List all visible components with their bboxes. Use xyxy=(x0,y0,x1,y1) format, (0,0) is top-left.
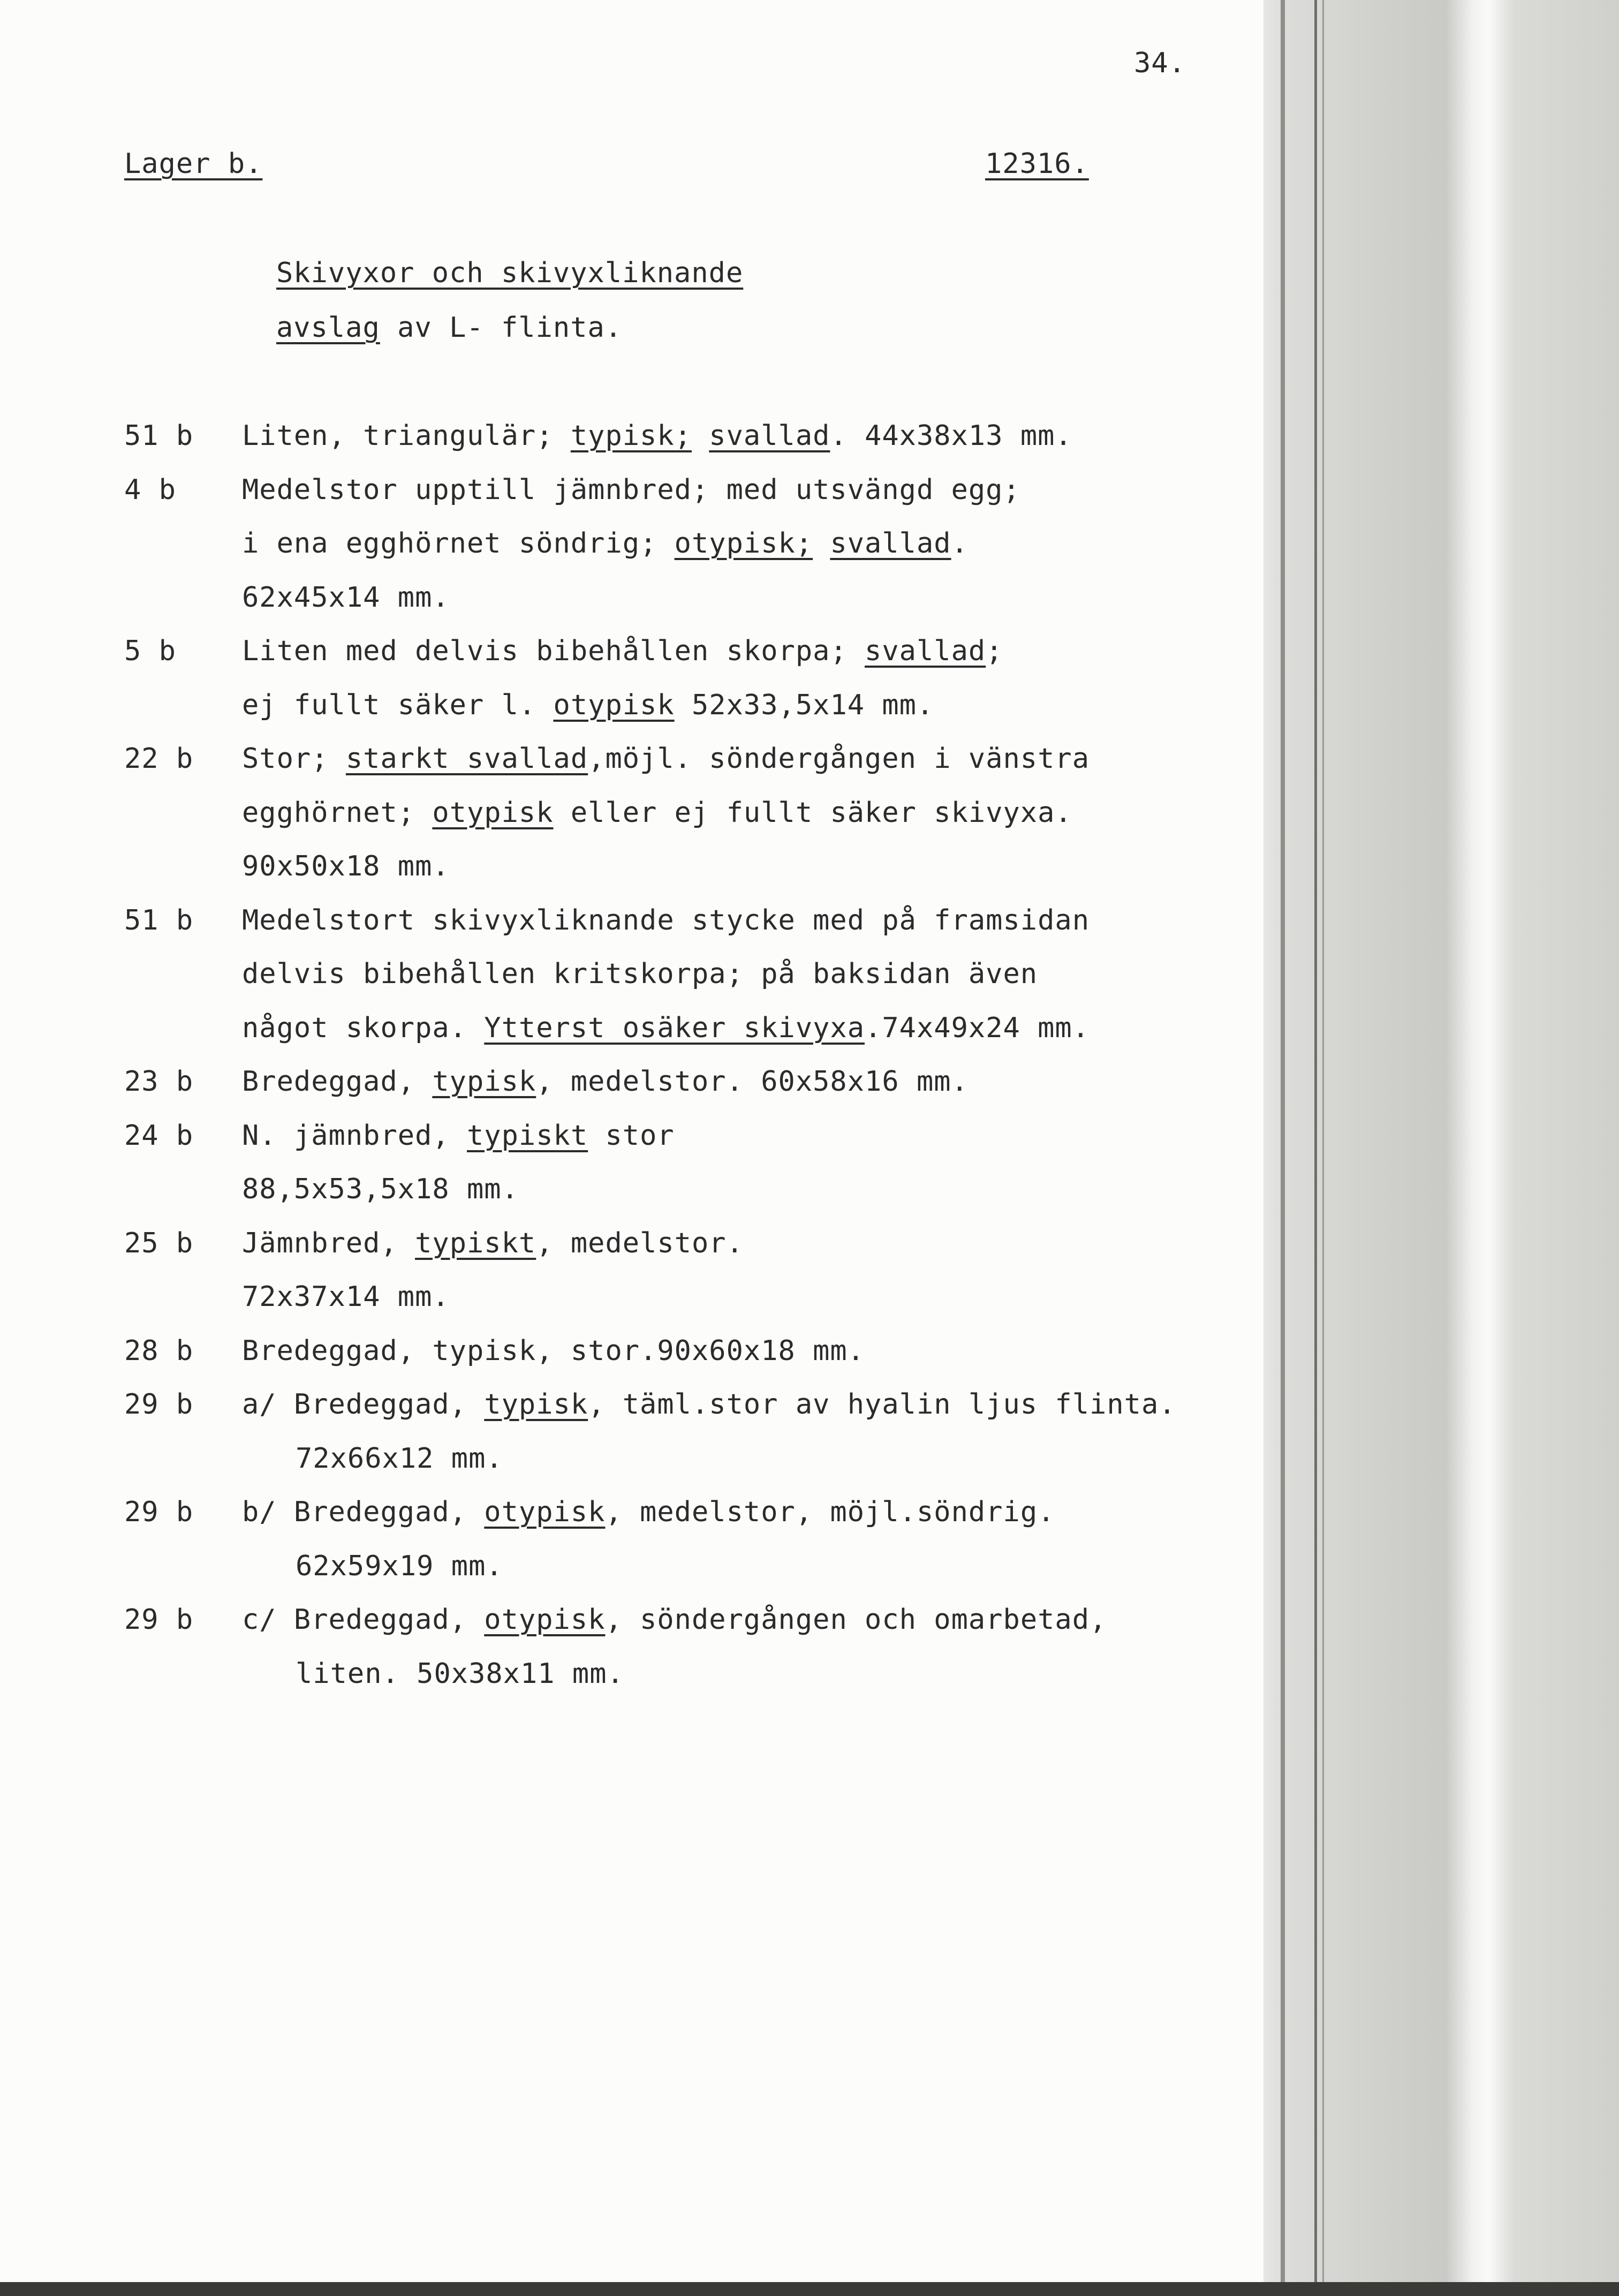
underlined-term: otypisk; xyxy=(674,527,813,560)
page-number: 34. xyxy=(1134,47,1186,79)
entry-text: , täml.stor av hyalin ljus flinta. xyxy=(588,1388,1176,1421)
entry-text: Liten med delvis bibehållen skorpa; xyxy=(242,635,865,667)
entry-line xyxy=(242,904,1090,936)
header-left: Lager b. xyxy=(124,148,263,180)
entry-line xyxy=(296,1658,624,1690)
underlined-term: svallad xyxy=(830,527,951,560)
binding-edge xyxy=(1314,0,1317,2296)
entry-line xyxy=(296,1550,503,1582)
entry-line xyxy=(242,1281,450,1313)
entry-text: , medelstor, möjl.söndrig. xyxy=(605,1496,1055,1528)
entry-text: stor xyxy=(588,1119,675,1152)
underlined-term: typisk; xyxy=(570,420,692,452)
entry-text xyxy=(692,420,709,452)
entry-text: ej fullt säker l. xyxy=(242,689,554,721)
entry-number: 51 b xyxy=(124,904,194,936)
entry-text: . xyxy=(951,527,969,560)
entry-text: eller ej fullt säker skivyxa. xyxy=(553,796,1072,829)
underlined-term: otypisk xyxy=(553,689,675,721)
entry-line xyxy=(242,1227,744,1259)
section-heading-line1: Skivyxor och skivyxliknande xyxy=(276,257,744,289)
entry-line xyxy=(242,1604,1107,1636)
underlined-term: svallad xyxy=(709,420,830,452)
entry-text: i ena egghörnet söndrig; xyxy=(242,527,675,560)
entry-number: 28 b xyxy=(124,1334,194,1367)
entry-line xyxy=(242,743,1090,775)
entry-text: . 44x38x13 mm. xyxy=(830,420,1072,452)
entry-number: 4 b xyxy=(124,473,176,506)
entry-text: delvis bibehållen kritskorpa; på baksidan även xyxy=(242,958,1038,990)
entry-number: 29 b xyxy=(124,1604,194,1636)
entry-text: 62x59x19 mm. xyxy=(296,1550,503,1582)
entry-number: 29 b xyxy=(124,1496,194,1528)
underlined-term: starkt svallad xyxy=(345,743,588,775)
entry-line xyxy=(242,635,1003,667)
entry-line xyxy=(242,689,934,721)
underlined-term: typisk xyxy=(484,1388,588,1421)
underlined-term: svallad xyxy=(865,635,986,667)
section-heading-line2 xyxy=(276,312,622,344)
entry-line xyxy=(242,474,1020,506)
entry-line xyxy=(296,1442,503,1475)
entry-line xyxy=(242,581,450,614)
entry-line xyxy=(242,1066,969,1098)
entry-text: något skorpa. xyxy=(242,1011,485,1044)
entry-text: egghörnet; xyxy=(242,796,433,829)
heading-underlined-word: avslag xyxy=(276,312,380,344)
heading-rest: av L- flinta. xyxy=(380,312,623,344)
entry-text: liten. 50x38x11 mm. xyxy=(296,1657,624,1690)
entry-text: 72x37x14 mm. xyxy=(242,1281,450,1313)
scan-border xyxy=(0,2282,1619,2296)
entry-line xyxy=(242,797,1072,829)
entry-text xyxy=(813,527,830,560)
entry-text: ; xyxy=(986,635,1003,667)
underlined-term: typiskt xyxy=(415,1227,536,1259)
entry-text: , söndergången och omarbetad, xyxy=(605,1604,1107,1636)
underlined-term: otypisk xyxy=(484,1496,606,1528)
underlined-term: otypisk xyxy=(432,796,554,829)
entry-text: Jämnbred, xyxy=(242,1227,415,1259)
underlined-term: typiskt xyxy=(467,1119,588,1152)
entry-text: Medelstor upptill jämnbred; med utsvängd egg; xyxy=(242,473,1020,506)
entry-text: .74x49x24 mm. xyxy=(865,1011,1090,1044)
entry-text: 88,5x53,5x18 mm. xyxy=(242,1173,519,1205)
entry-text: , medelstor. 60x58x16 mm. xyxy=(536,1066,969,1098)
entry-number: 23 b xyxy=(124,1066,194,1098)
entry-line xyxy=(242,420,1072,452)
underlined-term: Ytterst osäker skivyxa xyxy=(484,1011,865,1044)
header-right: 12316. xyxy=(985,148,1089,180)
entry-number: 24 b xyxy=(124,1119,194,1152)
entry-line xyxy=(242,1388,1176,1421)
entry-number: 29 b xyxy=(124,1388,194,1421)
binding-edge xyxy=(1281,0,1285,2296)
entry-text: 90x50x18 mm. xyxy=(242,850,450,882)
entry-line xyxy=(242,850,450,882)
entry-text: , medelstor. xyxy=(536,1227,744,1259)
entry-text: N. jämnbred, xyxy=(242,1119,467,1152)
entry-line xyxy=(242,1496,1055,1528)
entry-line xyxy=(242,527,969,560)
entry-line xyxy=(242,1173,519,1205)
entry-line xyxy=(242,1120,675,1152)
entry-text: Liten, triangulär; xyxy=(242,420,571,452)
entry-text: c/ Bredeggad, xyxy=(242,1604,485,1636)
entry-number: 22 b xyxy=(124,743,194,775)
entry-text: b/ Bredeggad, xyxy=(242,1496,485,1528)
entry-line xyxy=(242,958,1038,990)
entry-number: 51 b xyxy=(124,420,194,452)
entry-number: 25 b xyxy=(124,1227,194,1259)
entry-text: ,möjl. söndergången i vänstra xyxy=(588,743,1090,775)
entry-text: Bredeggad, xyxy=(242,1066,433,1098)
entry-text: Bredeggad, typisk, stor.90x60x18 mm. xyxy=(242,1334,865,1367)
entry-number: 5 b xyxy=(124,635,176,667)
entry-text: Medelstort skivyxliknande stycke med på framsidan xyxy=(242,904,1090,936)
entry-text: 72x66x12 mm. xyxy=(296,1442,503,1475)
underlined-term: typisk xyxy=(432,1066,536,1098)
entry-text: 52x33,5x14 mm. xyxy=(674,689,934,721)
entry-text: 62x45x14 mm. xyxy=(242,581,450,614)
underlined-term: otypisk xyxy=(484,1604,606,1636)
entry-line xyxy=(242,1335,865,1367)
binding-edge xyxy=(1322,0,1324,2296)
entry-line xyxy=(242,1012,1090,1044)
entry-text: Stor; xyxy=(242,743,346,775)
entry-text: a/ Bredeggad, xyxy=(242,1388,485,1421)
